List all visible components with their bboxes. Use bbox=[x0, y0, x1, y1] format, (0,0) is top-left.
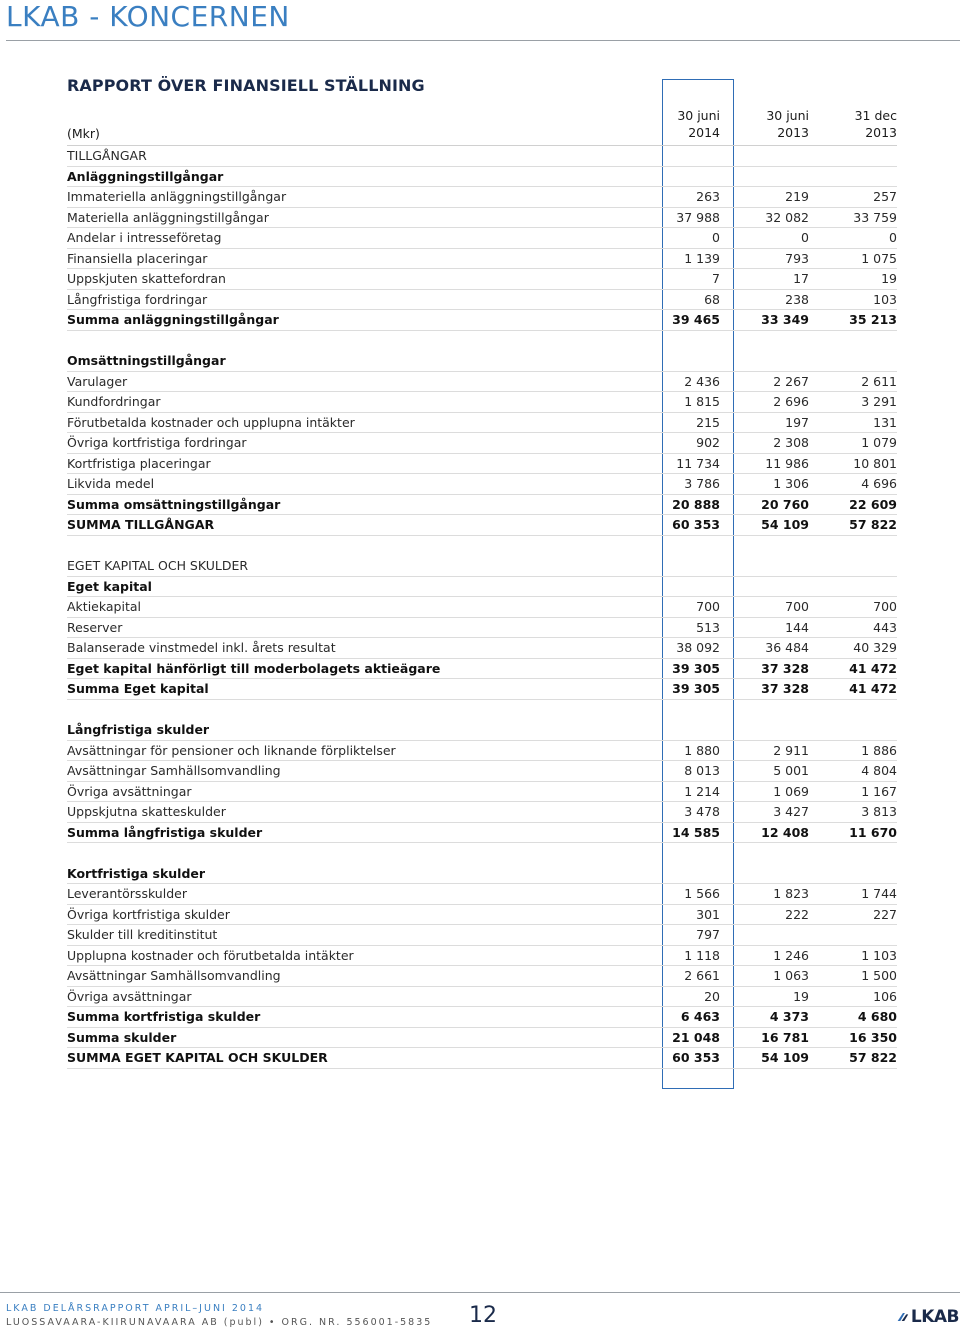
table-row bbox=[67, 1028, 897, 1049]
row-label: Summa anläggningstillgångar bbox=[67, 312, 279, 327]
row-value-col1: 263 bbox=[696, 189, 720, 204]
row-label: Långfristiga fordringar bbox=[67, 291, 208, 307]
row-value-col2: 238 bbox=[785, 291, 809, 307]
spacer-row bbox=[67, 843, 897, 864]
column-header-3-line2: 2013 bbox=[865, 125, 897, 140]
row-value-col1: 700 bbox=[696, 599, 720, 614]
row-value-col1: 215 bbox=[696, 414, 720, 430]
row-value-col3: 1 167 bbox=[861, 783, 897, 799]
row-value-col1: 20 bbox=[704, 988, 720, 1004]
row-value-col1: 6 463 bbox=[680, 1009, 720, 1024]
row-value-col2: 54 109 bbox=[761, 1050, 809, 1065]
row-value-col2: 37 328 bbox=[761, 660, 809, 676]
row-value-col2: 54 109 bbox=[761, 517, 809, 532]
unit-label: (Mkr) bbox=[67, 126, 100, 141]
row-label: EGET KAPITAL OCH SKULDER bbox=[67, 558, 249, 573]
row-label: Avsättningar Samhällsomvandling bbox=[67, 968, 281, 983]
table-row bbox=[67, 720, 897, 741]
row-label: Andelar i intresseföretag bbox=[67, 230, 222, 245]
row-value-col1: 8 013 bbox=[684, 763, 720, 778]
row-value-col1: 2 661 bbox=[684, 968, 720, 983]
table-row bbox=[67, 413, 897, 434]
row-value-col3: 57 822 bbox=[849, 1050, 897, 1065]
row-label: Övriga kortfristiga skulder bbox=[67, 906, 230, 922]
row-value-col2: 2 308 bbox=[773, 435, 809, 450]
table-row bbox=[67, 679, 897, 700]
row-label: Kundfordringar bbox=[67, 394, 161, 409]
table-row bbox=[67, 618, 897, 639]
row-value-col3: 131 bbox=[873, 414, 897, 430]
row-label: Materiella anläggningstillgångar bbox=[67, 209, 269, 225]
row-label: Omsättningstillgångar bbox=[67, 353, 226, 368]
row-value-col1: 1 880 bbox=[684, 742, 720, 758]
table-row bbox=[67, 249, 897, 270]
row-value-col1: 2 436 bbox=[684, 373, 720, 389]
row-value-col2: 33 349 bbox=[761, 312, 809, 327]
table-row bbox=[67, 946, 897, 967]
row-label: Varulager bbox=[67, 373, 128, 389]
row-value-col3: 4 696 bbox=[861, 476, 897, 491]
table-row bbox=[67, 474, 897, 495]
table-row bbox=[67, 659, 897, 680]
row-label: Anläggningstillgångar bbox=[67, 168, 224, 184]
row-label: Upplupna kostnader och förutbetalda intäkter bbox=[67, 947, 354, 963]
row-value-col3: 57 822 bbox=[849, 517, 897, 532]
row-label: Långfristiga skulder bbox=[67, 722, 210, 737]
row-label: Kortfristiga skulder bbox=[67, 865, 206, 881]
row-value-col3: 2 611 bbox=[861, 373, 897, 389]
table-row bbox=[67, 433, 897, 454]
table-row bbox=[67, 228, 897, 249]
row-value-col1: 3 478 bbox=[684, 804, 720, 819]
row-label: TILLGÅNGAR bbox=[67, 148, 147, 163]
row-label: Immateriella anläggningstillgångar bbox=[67, 189, 287, 204]
table-header bbox=[67, 102, 897, 146]
row-label: Övriga avsättningar bbox=[67, 783, 192, 799]
row-value-col3: 16 350 bbox=[849, 1029, 897, 1045]
row-label: Summa långfristiga skulder bbox=[67, 824, 263, 840]
row-value-col3: 4 680 bbox=[857, 1009, 897, 1024]
row-value-col1: 301 bbox=[696, 906, 720, 922]
table-row bbox=[67, 823, 897, 844]
table-row bbox=[67, 741, 897, 762]
row-value-col3: 227 bbox=[873, 906, 897, 922]
table-row bbox=[67, 987, 897, 1008]
row-value-col1: 1 815 bbox=[684, 394, 720, 409]
page-number: 12 bbox=[469, 1303, 497, 1328]
row-value-col3: 700 bbox=[873, 599, 897, 614]
table-row bbox=[67, 208, 897, 229]
row-value-col2: 1 306 bbox=[773, 476, 809, 491]
row-value-col1: 797 bbox=[696, 927, 720, 942]
row-value-col2: 144 bbox=[785, 619, 809, 635]
row-value-col2: 5 001 bbox=[773, 763, 809, 778]
row-label: SUMMA EGET KAPITAL OCH SKULDER bbox=[67, 1050, 328, 1065]
row-value-col1: 7 bbox=[712, 271, 720, 286]
table-row bbox=[67, 167, 897, 188]
row-value-col3: 4 804 bbox=[861, 763, 897, 778]
row-value-col1: 60 353 bbox=[672, 517, 720, 532]
table-row bbox=[67, 351, 897, 372]
row-value-col1: 0 bbox=[712, 230, 720, 245]
row-value-col2: 17 bbox=[793, 271, 809, 286]
row-value-col2: 197 bbox=[785, 414, 809, 430]
row-value-col2: 0 bbox=[801, 230, 809, 245]
row-value-col3: 106 bbox=[873, 988, 897, 1004]
row-value-col3: 3 813 bbox=[861, 804, 897, 819]
row-value-col1: 21 048 bbox=[672, 1029, 720, 1045]
table-row bbox=[67, 556, 897, 577]
row-value-col1: 1 566 bbox=[684, 886, 720, 901]
row-value-col1: 11 734 bbox=[676, 455, 720, 471]
row-value-col3: 1 103 bbox=[861, 947, 897, 963]
row-value-col2: 700 bbox=[785, 599, 809, 614]
row-value-col1: 902 bbox=[696, 435, 720, 450]
row-label: Reserver bbox=[67, 619, 123, 635]
row-value-col1: 1 118 bbox=[684, 947, 720, 963]
spacer-row bbox=[67, 331, 897, 352]
spacer-row bbox=[67, 536, 897, 557]
table-row bbox=[67, 372, 897, 393]
row-value-col3: 443 bbox=[873, 619, 897, 635]
row-value-col2: 793 bbox=[785, 250, 809, 266]
footer-report-name: LKAB DELÅRSRAPPORT APRIL–JUNI 2014 bbox=[6, 1303, 265, 1314]
row-value-col3: 41 472 bbox=[849, 681, 897, 696]
row-value-col3: 0 bbox=[889, 230, 897, 245]
footer-divider bbox=[0, 1292, 960, 1293]
row-value-col1: 20 888 bbox=[672, 496, 720, 512]
table-row bbox=[67, 966, 897, 987]
column-header-1-line1: 30 juni bbox=[677, 108, 720, 123]
row-value-col2: 11 986 bbox=[765, 455, 809, 471]
table-row bbox=[67, 1007, 897, 1028]
row-value-col2: 16 781 bbox=[761, 1029, 809, 1045]
row-value-col1: 39 465 bbox=[672, 312, 720, 327]
row-value-col1: 38 092 bbox=[676, 640, 720, 655]
row-label: Eget kapital bbox=[67, 578, 152, 594]
column-header-3 bbox=[827, 107, 897, 141]
table-row bbox=[67, 290, 897, 311]
row-value-col3: 11 670 bbox=[849, 824, 897, 840]
row-label: Uppskjuten skattefordran bbox=[67, 271, 226, 286]
report-heading: RAPPORT ÖVER FINANSIELL STÄLLNING bbox=[67, 76, 425, 95]
table-row bbox=[67, 1048, 897, 1069]
row-value-col2: 32 082 bbox=[765, 209, 809, 225]
row-value-col2: 4 373 bbox=[769, 1009, 809, 1024]
row-value-col2: 2 911 bbox=[773, 742, 809, 758]
table-row bbox=[67, 310, 897, 331]
row-value-col2: 36 484 bbox=[765, 640, 809, 655]
lkab-logo bbox=[897, 1307, 959, 1327]
table-row bbox=[67, 761, 897, 782]
row-value-col1: 39 305 bbox=[672, 681, 720, 696]
table-row bbox=[67, 782, 897, 803]
row-label: Aktiekapital bbox=[67, 599, 141, 614]
row-value-col2: 1 063 bbox=[773, 968, 809, 983]
row-label: Summa omsättningstillgångar bbox=[67, 496, 281, 512]
table-row bbox=[67, 577, 897, 598]
row-value-col3: 33 759 bbox=[853, 209, 897, 225]
column-header-1 bbox=[650, 107, 720, 141]
table-row bbox=[67, 146, 897, 167]
row-label: Skulder till kreditinstitut bbox=[67, 927, 218, 942]
row-label: Eget kapital hänförligt till moderbolagets aktieägare bbox=[67, 660, 441, 676]
row-label: Övriga kortfristiga fordringar bbox=[67, 435, 247, 450]
column-header-3-line1: 31 dec bbox=[854, 108, 897, 123]
table-row bbox=[67, 597, 897, 618]
row-value-col2: 3 427 bbox=[773, 804, 809, 819]
lkab-logo-text: LKAB bbox=[910, 1307, 959, 1327]
spacer-row bbox=[67, 700, 897, 721]
row-value-col1: 1 139 bbox=[684, 250, 720, 266]
table-row bbox=[67, 884, 897, 905]
table-row bbox=[67, 925, 897, 946]
page-title: LKAB - KONCERNEN bbox=[6, 0, 290, 33]
row-value-col1: 60 353 bbox=[672, 1050, 720, 1065]
row-value-col3: 1 744 bbox=[861, 886, 897, 901]
row-value-col1: 3 786 bbox=[684, 476, 720, 491]
row-label: Uppskjutna skatteskulder bbox=[67, 804, 226, 819]
row-value-col3: 10 801 bbox=[853, 455, 897, 471]
row-label: Kortfristiga placeringar bbox=[67, 455, 211, 471]
row-value-col3: 35 213 bbox=[849, 312, 897, 327]
row-label: Likvida medel bbox=[67, 476, 155, 491]
row-value-col3: 1 075 bbox=[861, 250, 897, 266]
row-value-col3: 22 609 bbox=[849, 496, 897, 512]
footer-company-info: LUOSSAVAARA-KIIRUNAVAARA AB (publ) • ORG. NR. 556001-5835 bbox=[6, 1317, 433, 1328]
row-value-col2: 2 696 bbox=[773, 394, 809, 409]
table-row bbox=[67, 392, 897, 413]
row-label: Förutbetalda kostnader och upplupna intäkter bbox=[67, 414, 355, 430]
row-value-col1: 39 305 bbox=[672, 660, 720, 676]
row-value-col2: 19 bbox=[793, 988, 809, 1004]
row-value-col3: 103 bbox=[873, 291, 897, 307]
row-value-col3: 41 472 bbox=[849, 660, 897, 676]
row-value-col2: 37 328 bbox=[761, 681, 809, 696]
row-value-col1: 68 bbox=[704, 291, 720, 307]
row-label: Finansiella placeringar bbox=[67, 250, 208, 266]
row-label: Balanserade vinstmedel inkl. årets resultat bbox=[67, 640, 336, 655]
table-row bbox=[67, 802, 897, 823]
table-row bbox=[67, 187, 897, 208]
row-value-col2: 1 246 bbox=[773, 947, 809, 963]
row-value-col1: 1 214 bbox=[684, 783, 720, 799]
column-header-1-line2: 2014 bbox=[688, 125, 720, 140]
row-label: Summa kortfristiga skulder bbox=[67, 1009, 261, 1024]
row-label: Leverantörsskulder bbox=[67, 886, 187, 901]
row-value-col3: 1 079 bbox=[861, 435, 897, 450]
table-row bbox=[67, 515, 897, 536]
table-row bbox=[67, 454, 897, 475]
table-row bbox=[67, 638, 897, 659]
row-label: Avsättningar för pensioner och liknande förpliktelser bbox=[67, 742, 396, 758]
row-value-col2: 20 760 bbox=[761, 496, 809, 512]
row-value-col3: 1 500 bbox=[861, 968, 897, 983]
title-divider bbox=[6, 40, 960, 41]
row-value-col3: 19 bbox=[881, 271, 897, 286]
table-row bbox=[67, 269, 897, 290]
row-value-col2: 1 069 bbox=[773, 783, 809, 799]
row-value-col3: 1 886 bbox=[861, 742, 897, 758]
table-row bbox=[67, 905, 897, 926]
row-label: SUMMA TILLGÅNGAR bbox=[67, 517, 215, 532]
row-value-col2: 222 bbox=[785, 906, 809, 922]
row-value-col2: 12 408 bbox=[761, 824, 809, 840]
row-value-col3: 3 291 bbox=[861, 394, 897, 409]
lkab-logo-icon bbox=[897, 1309, 909, 1325]
row-label: Summa skulder bbox=[67, 1029, 177, 1045]
row-value-col2: 2 267 bbox=[773, 373, 809, 389]
column-header-2-line1: 30 juni bbox=[766, 108, 809, 123]
column-header-2-line2: 2013 bbox=[777, 125, 809, 140]
row-label: Övriga avsättningar bbox=[67, 988, 192, 1004]
table-row bbox=[67, 864, 897, 885]
row-value-col1: 513 bbox=[696, 619, 720, 635]
row-label: Summa Eget kapital bbox=[67, 681, 209, 696]
row-label: Avsättningar Samhällsomvandling bbox=[67, 763, 281, 778]
table-row bbox=[67, 495, 897, 516]
row-value-col2: 219 bbox=[785, 189, 809, 204]
row-value-col2: 1 823 bbox=[773, 886, 809, 901]
row-value-col1: 14 585 bbox=[672, 824, 720, 840]
row-value-col3: 257 bbox=[873, 189, 897, 204]
row-value-col1: 37 988 bbox=[676, 209, 720, 225]
column-header-2 bbox=[739, 107, 809, 141]
row-value-col3: 40 329 bbox=[853, 640, 897, 655]
